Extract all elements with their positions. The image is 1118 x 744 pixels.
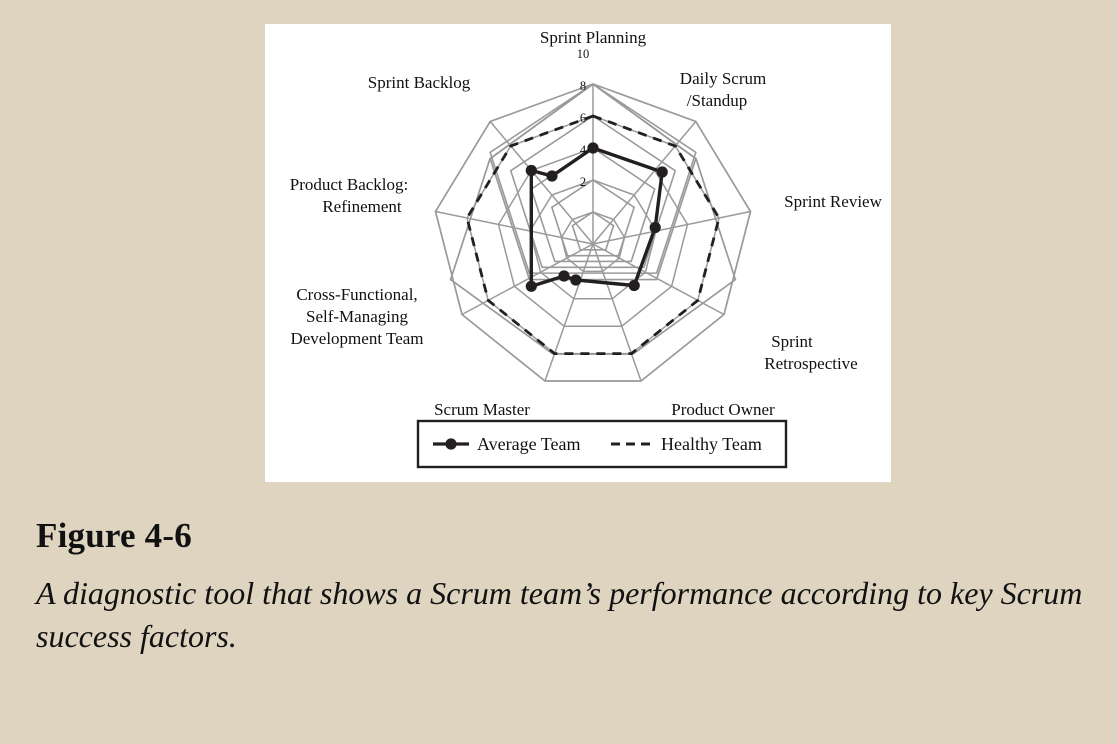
tick-4: 4 — [579, 143, 587, 157]
axis-label-product-backlog-line1: Product Backlog: — [289, 175, 409, 194]
axis-label-sprint-planning: Sprint Planning — [539, 28, 647, 47]
axis-label-product-backlog-line2: Refinement — [322, 197, 402, 216]
axis-label-sprint-review: Sprint Review — [784, 192, 882, 211]
axis-label-dev-team-line2: Self-Managing — [306, 307, 408, 326]
legend-label-healthy-team: Healthy Team — [661, 434, 762, 454]
axis-label-dev-team-line1: Cross-Functional, — [296, 285, 418, 304]
axis-label-daily-scrum-line1: Daily Scrum — [679, 69, 767, 88]
tick-6: 6 — [579, 111, 587, 125]
radar-axes-and-rings — [436, 84, 751, 381]
axis-label-sprint-backlog: Sprint Backlog — [367, 73, 471, 92]
figure-caption-text: A diagnostic tool that shows a Scrum team’s performance according to key Scrum success factors. — [36, 575, 1083, 655]
tick-8: 8 — [579, 79, 587, 93]
figure-caption-block — [36, 516, 1096, 658]
tick-2: 2 — [579, 175, 587, 189]
legend-marker-average-team — [445, 438, 456, 449]
chart-legend — [418, 421, 786, 467]
axis-label-daily-scrum-line2: /Standup — [686, 91, 748, 110]
radar-chart — [265, 24, 891, 482]
axis-label-sprint-retrospective-line1: Sprint — [771, 332, 813, 351]
tick-10: 10 — [576, 47, 590, 61]
figure-number: Figure 4-6 — [36, 516, 192, 555]
legend-label-average-team: Average Team — [477, 434, 581, 454]
axis-label-product-owner: Product Owner — [671, 400, 775, 419]
axis-label-scrum-master: Scrum Master — [434, 400, 530, 419]
series-average-team — [531, 148, 662, 286]
axis-label-sprint-retrospective-line2: Retrospective — [764, 354, 858, 373]
axis-label-dev-team-line3: Development Team — [290, 329, 424, 348]
figure-image-panel — [265, 24, 891, 482]
